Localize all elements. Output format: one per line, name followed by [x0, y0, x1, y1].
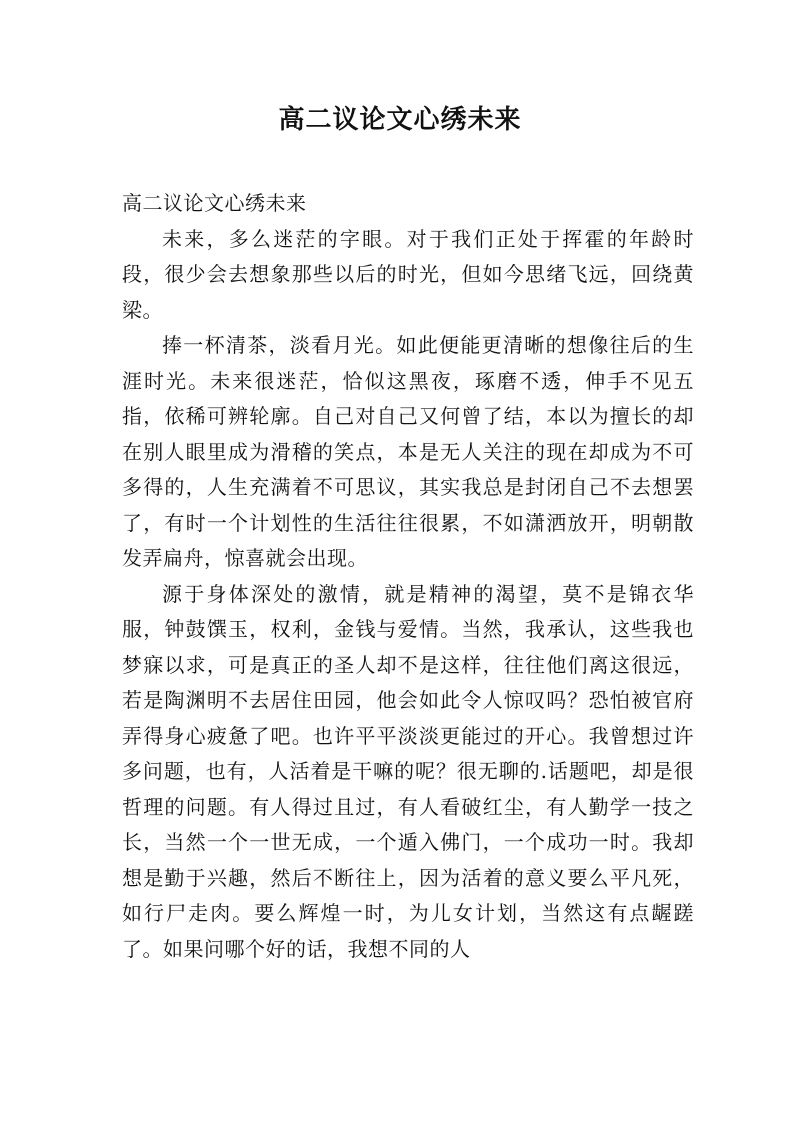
paragraph: 未来，多么迷茫的字眼。对于我们正处于挥霍的年龄时段，很少会去想象那些以后的时光，但如今思绪飞远，回绕黄梁。: [122, 226, 694, 322]
paragraph: 捧一杯清茶，淡看月光。如此便能更清晰的想像往后的生涯时光。未来很迷茫，恰似这黑夜，琢磨不透，伸手不见五指，依稀可辨轮廓。自己对自己又何曾了结，本以为擅长的却在别人眼里成为滑稽的笑点，本是无人关注的现在却成为不可多得的，人生充满着不可思议，其实我总是封闭自己不去想罢了，有时一个计划性的生活往往很累，不如潇洒放开，明朝散发弄扁舟，惊喜就会出现。: [122, 333, 694, 570]
document-title: 高二议论文心绣未来: [278, 105, 522, 135]
paragraph: 源于身体深处的激情，就是精神的渴望，莫不是锦衣华服，钟鼓馔玉，权利，金钱与爱情。当然，我承认，这些我也梦寐以求，可是真正的圣人却不是这样，往往他们离这很远，若是陶渊明不去居住田园，他会如此令人惊叹吗？恐怕被官府弄得身心疲惫了吧。也许平平淡淡更能过的开心。我曾想过许多问题，也有，人活着是干嘛的呢？很无聊的.话题吧，却是很哲理的问题。有人得过且过，有人看破红尘，有人勤学一技之长，当然一个一世无成，一个遁入佛门，一个成功一时。我却想是勤于兴趣，然后不断往上，因为活着的意义要么平凡死，如行尸走肉。要么辉煌一时，为儿女计划，当然这有点龌蹉了。如果问哪个好的话，我想不同的人: [122, 581, 694, 961]
document-subtitle: 高二议论文心绣未来: [122, 191, 307, 215]
document-body: [122, 186, 694, 967]
